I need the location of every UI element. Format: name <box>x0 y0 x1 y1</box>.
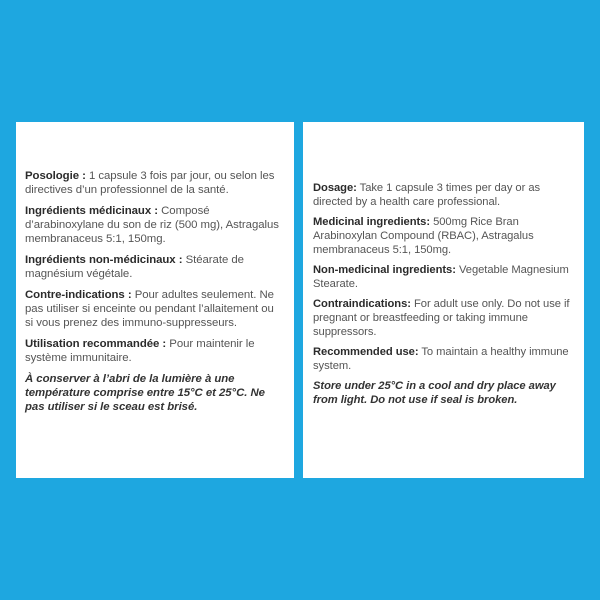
non-medicinal-ingredients-en <box>313 263 576 291</box>
recommended-use-label: Recommended use: <box>313 346 419 358</box>
english-label-panel <box>303 122 584 478</box>
dosage-text: 1 capsule 3 fois par jour, ou selon les directives d’un professionnel de la santé. <box>25 170 275 196</box>
contraindications-label: Contre-indications : <box>25 289 132 301</box>
medicinal-ingredients-label: Medicinal ingredients: <box>313 216 431 228</box>
medicinal-ingredients-text: 500mg Rice Bran Arabinoxylan Compound (RBAC), Astragalus membranaceus 5:1, 150mg. <box>313 216 534 256</box>
contraindications-text: Pour adultes seulement. Ne pas utiliser si enceinte ou pendant l’allaitement ou si vous prenez des immuno-suppresseurs. <box>25 289 274 329</box>
recommended-use-en <box>313 345 576 373</box>
contraindications-en <box>313 297 576 339</box>
medicinal-ingredients-label: Ingrédients médicinaux : <box>25 205 158 217</box>
non-medicinal-ingredients-text: Stéarate de magnésium végétale. <box>25 254 244 280</box>
storage-warning-fr: À conserver à l’abri de la lumière à une température comprise entre 15°C et 25°C. Ne pas utiliser si le sceau est brisé. <box>25 373 265 413</box>
non-medicinal-ingredients-text: Vegetable Magnesium Stearate. <box>313 264 569 290</box>
non-medicinal-ingredients-fr <box>25 253 284 281</box>
medicinal-ingredients-fr <box>25 204 284 246</box>
recommended-use-text: Pour maintenir le système immunitaire. <box>25 338 255 364</box>
french-label-panel <box>16 122 294 478</box>
dosage-fr <box>25 169 284 197</box>
storage-warning-en: Store under 25°C in a cool and dry place away from light. Do not use if seal is broken. <box>313 380 556 406</box>
recommended-use-fr <box>25 337 284 365</box>
contraindications-text: For adult use only. Do not use if pregnant or breastfeeding or taking immune suppressors. <box>313 298 570 338</box>
non-medicinal-ingredients-label: Non-medicinal ingredients: <box>313 264 456 276</box>
recommended-use-label: Utilisation recommandée : <box>25 338 167 350</box>
dosage-label: Dosage: <box>313 182 357 194</box>
dosage-label: Posologie : <box>25 170 86 182</box>
dosage-en <box>313 181 576 209</box>
dosage-text: Take 1 capsule 3 times per day or as directed by a health care professional. <box>313 182 541 208</box>
medicinal-ingredients-en <box>313 215 576 257</box>
medicinal-ingredients-text: Composé d’arabinoxylane du son de riz (500 mg), Astragalus membranaceus 5:1, 150mg. <box>25 205 279 245</box>
recommended-use-text: To maintain a healthy immune system. <box>313 346 569 372</box>
contraindications-label: Contraindications: <box>313 298 411 310</box>
contraindications-fr <box>25 288 284 330</box>
non-medicinal-ingredients-label: Ingrédients non-médicinaux : <box>25 254 183 266</box>
